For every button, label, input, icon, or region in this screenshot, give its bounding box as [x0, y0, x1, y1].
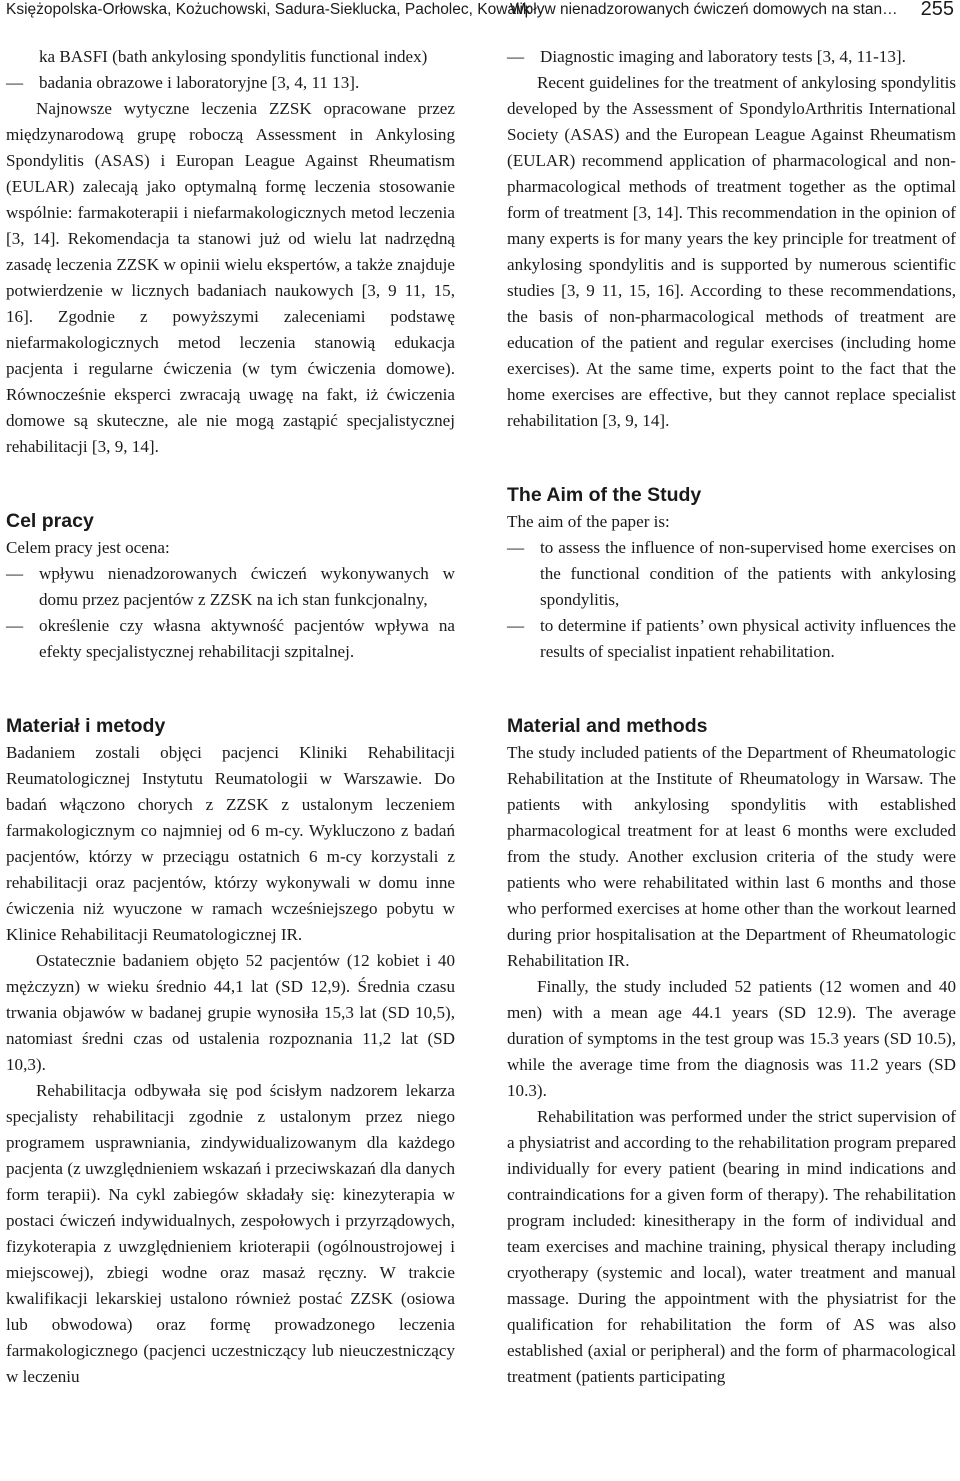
aim-list [507, 535, 956, 665]
paragraph-methods-3: Rehabilitacja odbywała się pod ścisłym nadzorem lekarza specjalisty rehabilitacji zgodnie z ustalonym przez niego programem usprawniania, zindywidualizowanym dla każdego pacjenta (z uwzględnieniem wskazań i przeciwskazań dla danych form terapii). Na cykl zabiegów składały się: kinezyterapia w postaci ćwiczeń indywidualnych, zespołowych i przyrządowych, fizykoterapia z uwzględnieniem krioterapii (ogólnoustrojowej i miejscowej), zbiegi wodne oraz masaż ręczny. W trakcie kwalifikacji lekarskiej ustalono również postać ZZSK (osiowa lub obwodowa) oraz formę prowadzonego leczenia farmakologicznego (pacjenci uczestniczący lub nieuczestniczący w leczeniu [6, 1081, 455, 1386]
right-column-english [507, 44, 956, 1390]
criteria-list-continued [6, 44, 455, 96]
page-number: 255 [920, 0, 954, 20]
heading-aim: The Aim of the Study [507, 484, 702, 506]
aim-list [6, 561, 455, 665]
running-header [0, 0, 960, 30]
paragraph-guidelines: Najnowsze wytyczne leczenia ZZSK opracowane przez międzynarodową grupę roboczą Assessment in Ankylosing Spondylitis (ASAS) i Europan League Against Rheumatism (EULAR) zalecają jako optymalną formę leczenia stosowanie wspólnie: farmakoterapii i niefarmakologicznych metod leczenia [3, 14]. Rekomendacja ta stanowi już od wielu lat nadrzędną zasadę leczenia ZZSK w opinii wielu ekspertów, a także znajduje potwierdzenie w licznych badaniach naukowych [3, 9 11, 15, 16]. Zgodnie z powyższymi zaleceniami podstawę niefarmakologicznych metod leczenia stanowią edukacja pacjenta i regularne ćwiczenia (w tym ćwiczenia domowe). Równocześnie eksperci zwracają uwagę na fakt, iż ćwiczenia domowe są skuteczne, ale nie mogą zastąpić specjalistycznej rehabilitacji [3, 9, 14]. [6, 99, 455, 456]
list-item-imaging: — badania obrazowe i laboratoryjne [3, 4, 11 13]. [6, 70, 455, 96]
aim-item: — to assess the influence of non-supervised home exercises on the functional condition of the patients with ankylosing spondylitis, [507, 535, 956, 613]
paragraph-guidelines: Recent guidelines for the treatment of ankylosing spondylitis developed by the Assessment of SpondyloArthritis International Society (ASAS) and the European League Against Rheumatism (EULAR) recommend application of pharmacological and non-pharmacological methods of treatment together as the optimal form of treatment [3, 14]. This recommendation in the opinion of many experts is for many years the key principle for treatment of ankylosing spondylitis and is supported by numerous scientific studies [3, 9 11, 15, 16]. According to these recommendations, the basis of non-pharmacological methods of treatment are education of the patient and regular exercises (including home exercises). At the same time, experts point to the fact that the home exercises are effective, but they cannot replace specialist rehabilitation [3, 9, 14]. [507, 73, 956, 430]
criteria-list-continued [507, 44, 956, 70]
heading-methods: Materiał i metody [6, 715, 166, 737]
paragraph-methods-2: Finally, the study included 52 patients (12 women and 40 men) with a mean age 44.1 years (SD 12.9). The average duration of symptoms in the test group was 15.3 years (SD 10.5), while the average time from the diagnosis was 11.2 years (SD 10.3). [507, 977, 956, 1100]
paragraph-methods-2: Ostatecznie badaniem objęto 52 pacjentów (12 kobiet i 40 mężczyzn) w wieku średnio 44,1 lat (SD 12,9). Średnia czasu trwania objawów w badanej grupie wynosiła 15,3 lat (SD 10,5), natomiast średni czas od ustalenia rozpoznania 11,2 lat (SD 10,3). [6, 951, 455, 1074]
list-item-continued: ka BASFI (bath ankylosing spondylitis functional index) [39, 47, 428, 66]
header-short-title: Wpływ nienadzorowanych ćwiczeń domowych na stan… [510, 1, 898, 18]
aim-item: — wpływu nienadzorowanych ćwiczeń wykonywanych w domu przez pacjentów z ZZSK na ich stan funkcjonalny, [6, 561, 455, 613]
aim-intro: The aim of the paper is: [507, 512, 670, 531]
heading-methods: Material and methods [507, 715, 708, 737]
paragraph-methods-1: Badaniem zostali objęci pacjenci Kliniki Rehabilitacji Reumatologicznej Instytutu Reumatologii w Warszawie. Do badań włączono chorych z ZZSK z ustalonym leczeniem farmakologicznym co najmniej od 6 m-cy. Wykluczono z badań pacjentów, którzy w przeciągu ostatnich 6 m-cy korzystali z rehabilitacji oraz pacjentów, którzy wykonywali w domu inne ćwiczenia niż wyuczone w ramach wcześniejszego pobytu w Klinice Rehabilitacji Reumatologicznej IR. [6, 743, 455, 944]
heading-aim: Cel pracy [6, 510, 94, 532]
header-authors: Księżopolska-Orłowska, Kożuchowski, Sadura-Sieklucka, Pacholec, Kowalik [6, 1, 531, 18]
aim-item: — to determine if patients’ own physical activity influences the results of specialist inpatient rehabilitation. [507, 613, 956, 665]
aim-intro: Celem pracy jest ocena: [6, 538, 170, 557]
left-column-polish [6, 44, 455, 1390]
list-item-imaging: — Diagnostic imaging and laboratory tests [3, 4, 11-13]. [507, 44, 956, 70]
paragraph-methods-3: Rehabilitation was performed under the strict supervision of a physiatrist and according to the rehabilitation program prepared individually for every patient (bearing in mind indications and contraindications for a given form of therapy). The rehabilitation program included: kinesitherapy in the form of individual and team exercises and machine training, physical therapy including cryotherapy (systemic and local), water treatment and manual massage. During the appointment with the physiatrist for the qualification for rehabilitation the form of AS was also established (axial or peripheral) and the form of pharmacological treatment (patients participating [507, 1107, 956, 1386]
paragraph-methods-1: The study included patients of the Department of Rheumatologic Rehabilitation at the Institute of Rheumatology in Warsaw. The patients with ankylosing spondylitis with established pharmacological treatment for at least 6 months were excluded from the study. Another exclusion criteria of the study were patients who were rehabilitated within last 6 months and those who performed exercises at home other than the workout learned during prior hospitalisation at the Department of Rheumatologic Rehabilitation IR. [507, 743, 956, 970]
aim-item: — określenie czy własna aktywność pacjentów wpływa na efekty specjalistycznej rehabilitacji szpitalnej. [6, 613, 455, 665]
